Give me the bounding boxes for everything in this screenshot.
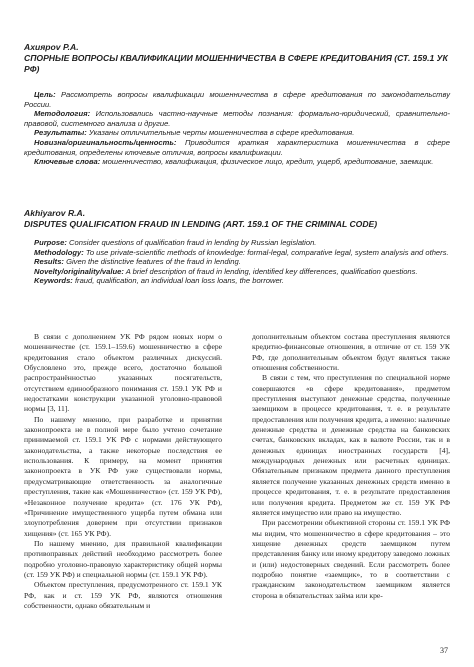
en-abstract-item bbox=[24, 276, 450, 286]
abstract-label: Keywords: bbox=[34, 276, 73, 286]
abstract-label: Методология: bbox=[34, 109, 91, 119]
body-paragraph: По нашему мнению, для правильной квалификации противоправных действий необходимо рассмотреть более подробно уголовно-правовую характеристику общей нормы (ст. 159 УК РФ) и специальной нормы (ст. 159.1 УК РФ). bbox=[24, 538, 222, 579]
author-ru: Ахиярov Р.А. bbox=[24, 42, 79, 52]
abstract-text: Использовались частно-научные методы познания: формально-юридический, сравнительно-правовой, системного анализа и другие. bbox=[24, 109, 450, 128]
en-abstract-item bbox=[24, 248, 450, 258]
body-paragraph: В связи с тем, что преступления по специальной норме совершаются «в сфере кредитования», предметом преступления выступают денежные средства, полученные заемщиком в процессе кредитования, т. е. в результате предоставления или получения кредита, а именно: наличные денежные средства и денежные средства на банковских счетах, банковских вкладах, как в валюте России, так и в денежных единицах иностранных государств [4], международных денежных или расчетных единицах. Обязательным признаком предмета данного преступления является получение указанных денежных средств именно в процессе кредитования, т. е. в результате предоставления или получения кредита. Предметом же ст. 159 УК РФ является имущество или право на имущество. bbox=[252, 373, 450, 517]
title-en: DISPUTES QUALIFICATION FRAUD IN LENDING (ART. 159.1 OF THE CRIMINAL CODE) bbox=[24, 219, 378, 229]
title-ru: СПОРНЫЕ ВОПРОСЫ КВАЛИФИКАЦИИ МОШЕННИЧЕСТВА В СФЕРЕ КРЕДИТОВАНИЯ (СТ. 159.1 УК РФ) bbox=[24, 53, 448, 74]
page-number: 37 bbox=[440, 646, 448, 655]
abstract-label: Results: bbox=[34, 257, 64, 267]
body-paragraph: Объектом преступления, предусмотренного ст. 159.1 УК РФ, как и ст. 159 УК РФ, являются отношения собственности, однако обязательным и bbox=[24, 580, 222, 610]
abstract-text: fraud, qualification, an individual loan loss loans, the borrower. bbox=[72, 276, 285, 286]
ru-abstract-item bbox=[24, 138, 450, 157]
en-abstract-item bbox=[24, 267, 450, 277]
abstract-label: Результаты: bbox=[34, 128, 87, 138]
ru-abstract-item bbox=[24, 157, 450, 167]
abstract-label: Цель: bbox=[34, 90, 56, 99]
abstract-text: Given the distinctive features of the fraud in lending. bbox=[63, 257, 241, 267]
author-en: Akhiyarov R.A. bbox=[24, 208, 86, 218]
body-paragraph: В связи с дополнением УК РФ рядом новых норм о мошенничестве (ст. 159.1–159.6) мошенничество в сфере кредитования стало объектом различных дискуссий. Обусловлено это, прежде всего, достаточно большой распространённостью указанных посягательств, отсутствием единообразного понимания ст. 159.1 УК РФ и недостатками конструкции указанной уголовно-правовой нормы [3, 11]. bbox=[24, 332, 222, 414]
abstract-text: Consider questions of qualification fraud in lending by Russian legislation. bbox=[66, 238, 317, 247]
abstract-ru bbox=[24, 90, 450, 167]
column-right bbox=[252, 332, 450, 601]
english-header bbox=[24, 208, 450, 230]
abstract-text: Указаны отличительные черты мошенничества в сфере кредитования. bbox=[86, 128, 355, 138]
russian-header bbox=[24, 42, 450, 75]
ru-abstract-item bbox=[24, 128, 450, 138]
abstract-label: Methodology: bbox=[34, 247, 84, 257]
abstract-text: мошенничество, квалификация, физическое лицо, кредит, ущерб, кредитование, заемщик. bbox=[100, 157, 434, 167]
abstract-label: Purpose: bbox=[34, 238, 67, 247]
body-paragraph: По нашему мнению, при разработке и принятии законопроекта не в полной мере было учтено сочетание принимаемой ст. 159.1 УК РФ с нормами действующего законодательства, а также некоторые последствия ее использования. К примеру, на момент принятия законопроекта в УК РФ уже существовали нормы, предусматривающие ответственность за аналогичные преступления, такие как «Мошенничество» (ст. 159 УК РФ), «Незаконное получение кредита» (ст. 176 УК РФ), «Причинение имущественного ущерба путем обмана или злоупотребления доверием при отсутствии признаков хищения» (ст. 165 УК РФ). bbox=[24, 414, 222, 538]
body-paragraph: дополнительным объектом состава преступления являются кредитно-финансовые отношения, в отличие от ст. 159 УК РФ, где дополнительным объектом будут являться также отношения собственности. bbox=[252, 332, 450, 373]
abstract-text: A brief description of fraud in lending, identified key differences, qualification questions. bbox=[123, 266, 418, 276]
ru-abstract-item bbox=[24, 109, 450, 128]
abstract-label: Новизна/оригинальность/ценность: bbox=[34, 137, 177, 147]
en-abstract-item bbox=[24, 257, 450, 267]
body-paragraph: При рассмотрении объективной стороны ст. 159.1 УК РФ мы видим, что мошенничество в сфере кредитования – это хищение денежных средств заемщиком путем представления банку или иному кредитору заведомо ложных и (или) недостоверных сведений. Если рассмотреть более подробно понятие «заемщик», то в соответствии с гражданским законодательством заемщиком является сторона в обязательствах займа или кре- bbox=[252, 518, 450, 600]
abstract-text: Приводится краткая характеристика мошенничества в сфере кредитования, определены ключевые отличия, вопросы квалификации. bbox=[24, 137, 450, 157]
abstract-text: Рассмотреть вопросы квалификации мошенничества в сфере кредитования по законодательству России. bbox=[24, 90, 450, 109]
abstract-text: To use private-scientific methods of knowledge: formal-legal, comparative legal, system analysis and others. bbox=[83, 247, 449, 257]
abstract-en bbox=[24, 238, 450, 286]
column-left bbox=[24, 332, 222, 611]
abstract-label: Novelty/originality/value: bbox=[34, 266, 124, 276]
abstract-label: Ключевые слова: bbox=[34, 157, 101, 167]
en-abstract-item bbox=[24, 238, 450, 248]
ru-abstract-item bbox=[24, 90, 450, 109]
